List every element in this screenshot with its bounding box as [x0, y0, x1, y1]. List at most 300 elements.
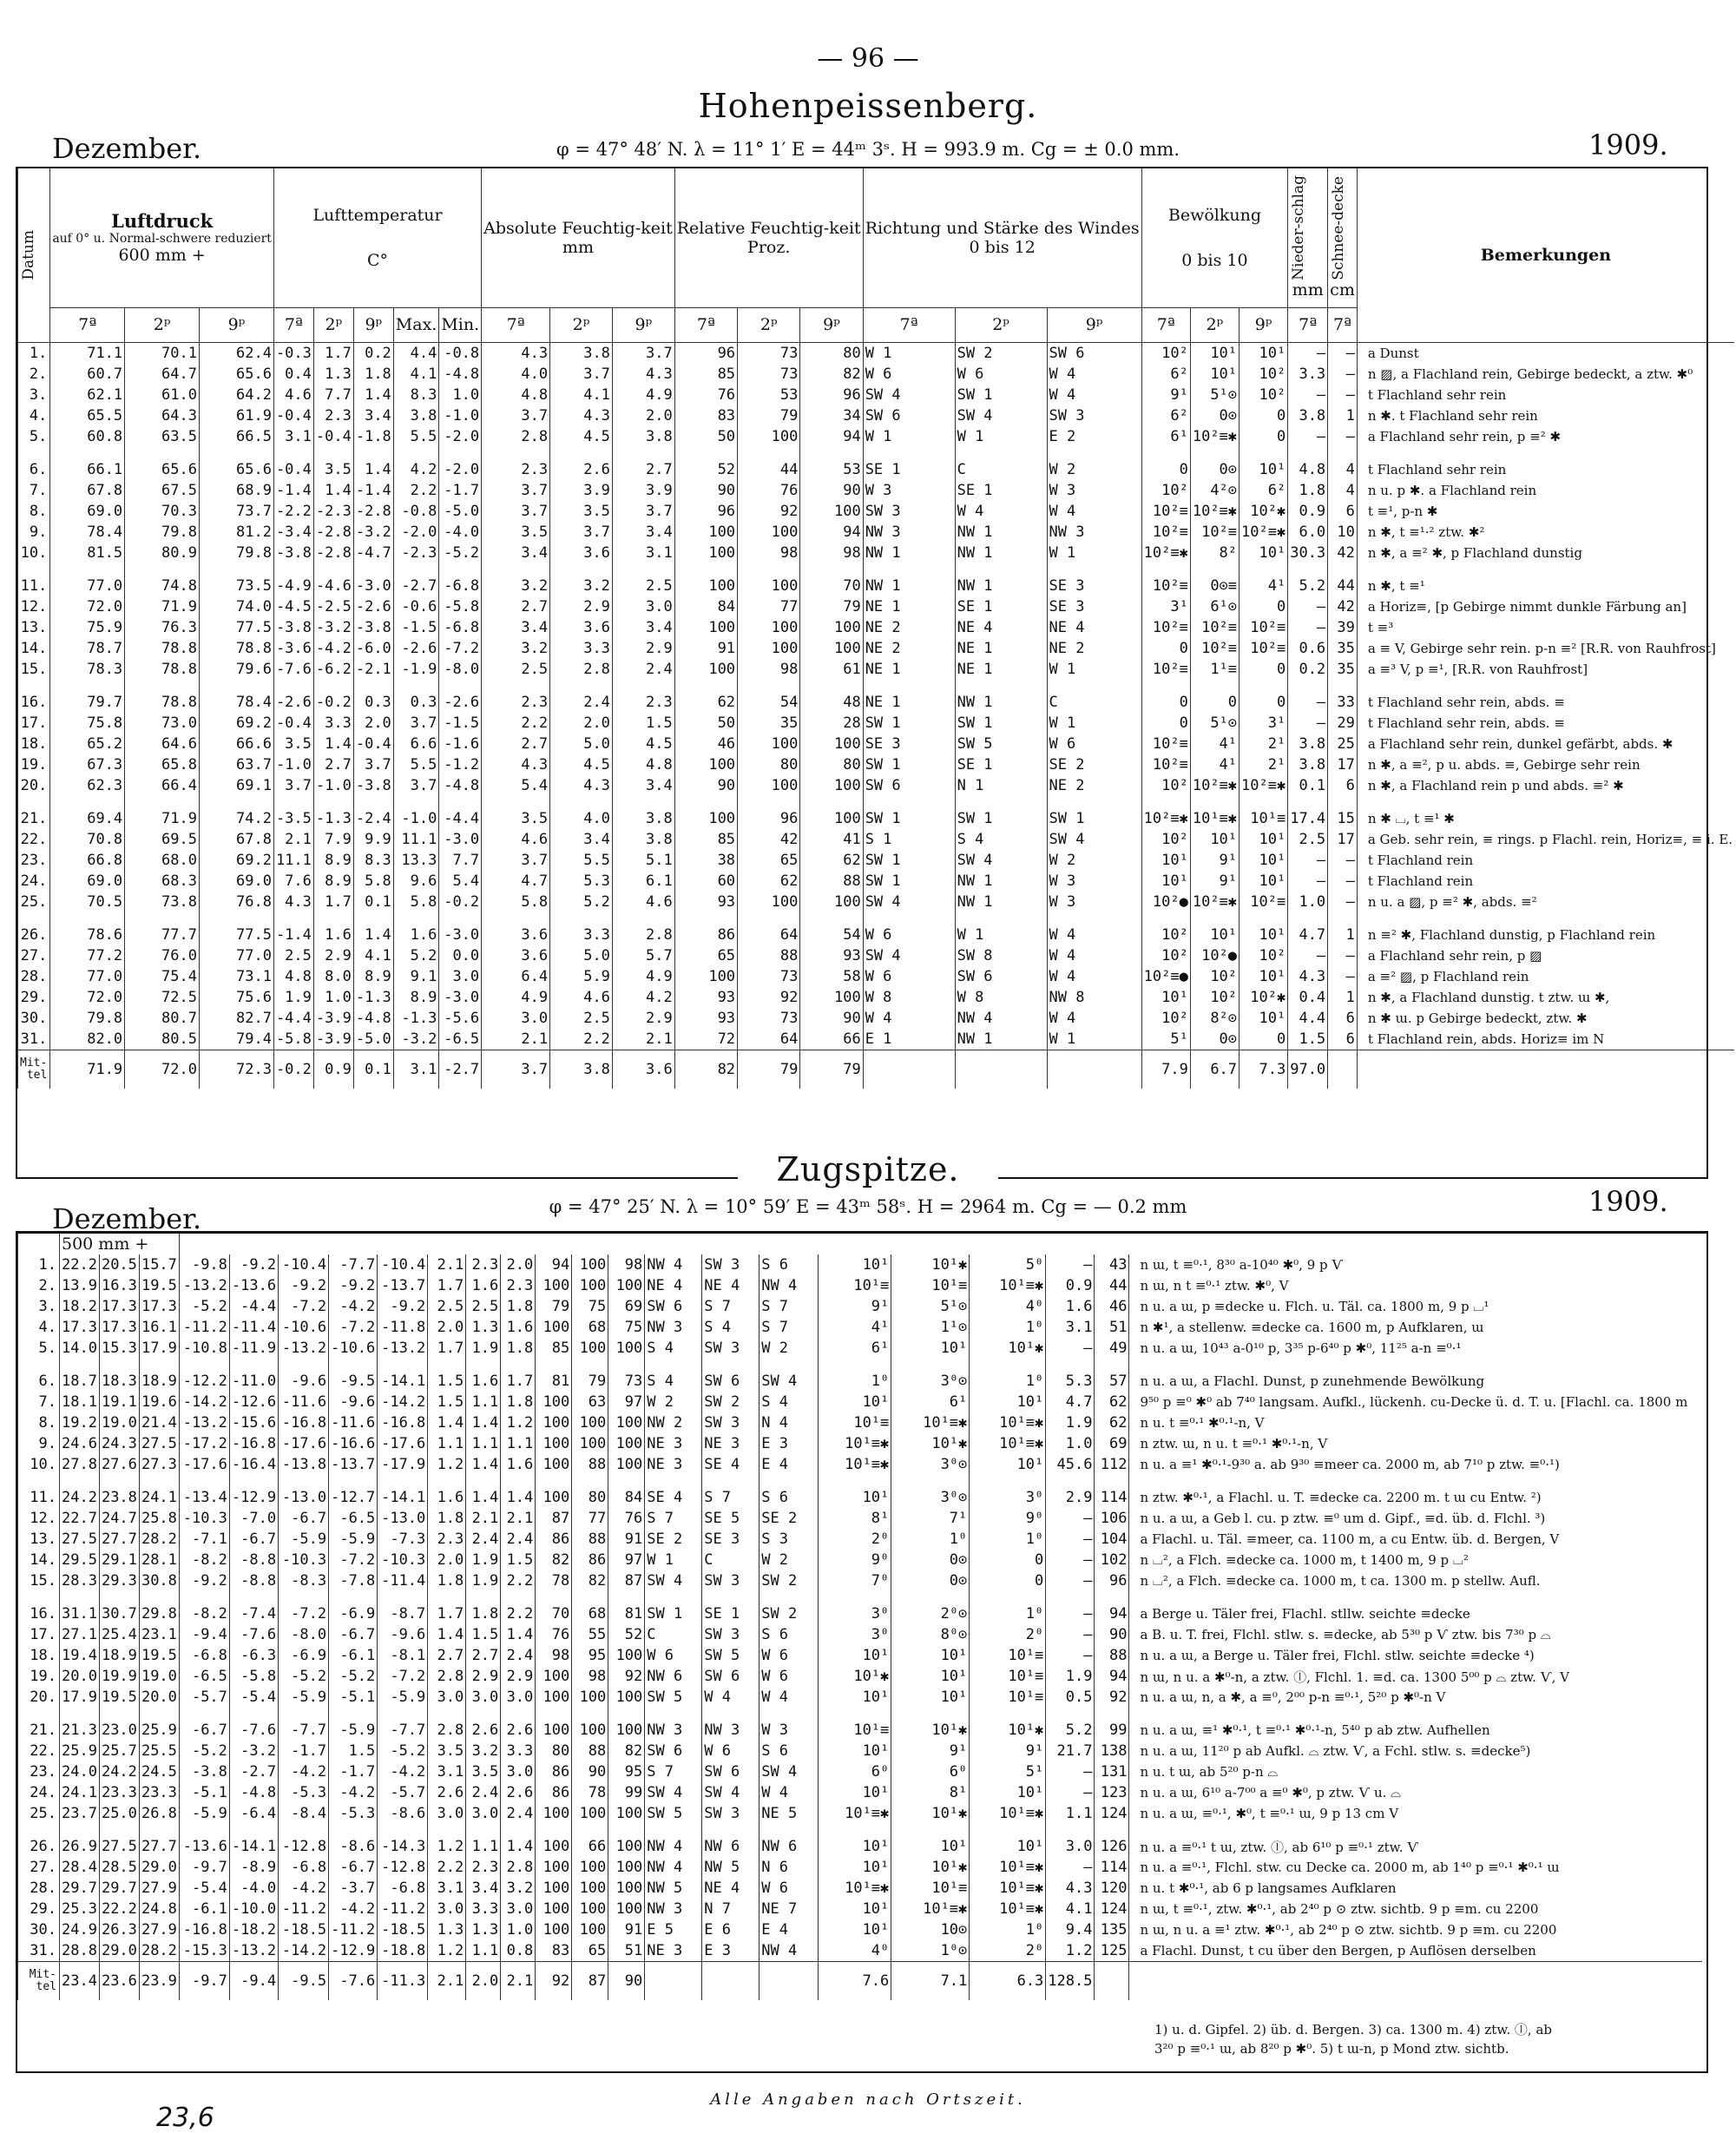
value-cell: 87 [572, 1962, 608, 2001]
value-cell: 6² [1240, 480, 1288, 501]
value-cell: 86 [536, 1782, 572, 1803]
table-row [18, 680, 1735, 713]
value-cell: 1.5 [428, 1359, 466, 1392]
value-cell: 98 [536, 1645, 572, 1666]
value-cell: 2.8 [612, 912, 674, 945]
value-cell: 25.9 [139, 1708, 179, 1741]
value-cell: 16.3 [99, 1275, 139, 1296]
value-cell: -15.6 [229, 1412, 278, 1433]
value-cell: 10¹ [1240, 543, 1288, 563]
day-cell: 19. [18, 1666, 60, 1687]
remark-cell: t Flachland rein, abds. Horiz≡ im N [1357, 1029, 1734, 1050]
value-cell: 4.3 [482, 342, 550, 364]
col-7a: 7ª [1141, 307, 1190, 342]
value-cell: 97 [608, 1392, 645, 1412]
value-cell: 21.4 [139, 1412, 179, 1433]
col-9p: 9ᵖ [800, 307, 863, 342]
value-cell: 27.9 [139, 1878, 179, 1899]
value-cell: 1.4 [313, 734, 353, 754]
remark-cell: n u. a ɯ, a Geb l. cu. p ztw. ≡⁰ um d. Gipf., ≡d. üb. d. Flchl. ³) [1129, 1508, 1702, 1529]
day-cell: Mit-tel [18, 1962, 60, 2001]
remark-cell: t Flachland sehr rein, abds. ≡ [1357, 713, 1734, 734]
value-cell: S 4 [645, 1359, 702, 1392]
value-cell: 18.1 [60, 1392, 100, 1412]
day-cell: 13. [18, 617, 50, 638]
value-cell: 4.7 [1046, 1392, 1095, 1412]
remark-cell: n ≡² ✱, Flachland dunstig, p Flachland rein [1357, 912, 1734, 945]
day-cell: 8. [18, 501, 50, 522]
value-cell: -3.0 [439, 987, 482, 1008]
value-cell: 65.6 [125, 447, 200, 480]
value-cell: SW 3 [702, 1412, 760, 1433]
value-cell: 10¹✱ [891, 1433, 970, 1454]
value-cell: 5.0 [550, 945, 613, 966]
value-cell: -17.2 [179, 1433, 229, 1454]
value-cell: W 4 [760, 1687, 819, 1708]
table-body-zugspitze [18, 1254, 1702, 2000]
table-row [18, 596, 1735, 617]
value-cell: 78.8 [125, 680, 200, 713]
value-cell: 10¹ [1240, 850, 1288, 871]
value-cell: 4.0 [550, 796, 613, 829]
value-cell: 100 [800, 987, 863, 1008]
value-cell: 79.7 [50, 680, 125, 713]
day-cell: 27. [18, 1857, 60, 1878]
value-cell: 1.3 [428, 1919, 466, 1940]
value-cell: 10¹ [1240, 871, 1288, 892]
value-cell: 88 [800, 871, 863, 892]
value-cell: 67.5 [125, 480, 200, 501]
value-cell: 1.9 [466, 1338, 501, 1359]
value-cell: 3.5 [428, 1741, 466, 1761]
day-cell: 2. [18, 1275, 60, 1296]
value-cell: -5.0 [353, 1029, 393, 1050]
value-cell: 10¹≡✱ [970, 1857, 1046, 1878]
value-cell: 65.8 [125, 754, 200, 775]
value-cell: SW 4 [863, 945, 955, 966]
footnote-line: 3²⁰ p ≡⁰·¹ ɯ, ab 8²⁰ p ✱⁰. 5) t ɯ-n, p Mond ztw. sichtb. [1154, 2041, 1509, 2057]
value-cell: 112 [1095, 1454, 1129, 1475]
value-cell: 124 [1095, 1803, 1129, 1824]
value-cell: — [1288, 426, 1328, 447]
value-cell: 83 [536, 1940, 572, 1962]
value-cell: 69.2 [200, 713, 274, 734]
value-cell: 10²≡✱ [1190, 775, 1239, 796]
value-cell: S 6 [760, 1624, 819, 1645]
value-cell: 85 [674, 364, 737, 385]
value-cell: 24.1 [60, 1782, 100, 1803]
value-cell: 19.5 [139, 1645, 179, 1666]
value-cell: 10²≡ [1141, 501, 1190, 522]
value-cell: 0 [1240, 426, 1288, 447]
value-cell: 80 [572, 1475, 608, 1508]
value-cell: 1.9 [273, 987, 313, 1008]
value-cell: 10¹ [1240, 966, 1288, 987]
table-row [18, 1761, 1702, 1782]
table-row [18, 1550, 1702, 1570]
value-cell: -0.8 [439, 342, 482, 364]
value-cell: 4⁰ [970, 1296, 1046, 1317]
value-cell: 4.5 [550, 426, 613, 447]
value-cell: 4.1 [550, 385, 613, 405]
value-cell: 70.1 [125, 342, 200, 364]
value-cell: -5.9 [329, 1708, 378, 1741]
table-row [18, 1624, 1702, 1645]
value-cell: -7.2 [378, 1666, 428, 1687]
value-cell: -1.7 [329, 1761, 378, 1782]
value-cell: 62 [1095, 1412, 1129, 1433]
day-cell: 25. [18, 892, 50, 912]
value-cell: 3.1 [273, 426, 313, 447]
value-cell: 99 [1095, 1708, 1129, 1741]
table-row [18, 385, 1735, 405]
value-cell: -4.6 [313, 563, 353, 596]
value-cell: 2.0 [428, 1550, 466, 1570]
table-row [18, 543, 1735, 563]
value-cell: N 4 [760, 1412, 819, 1433]
value-cell: 75 [608, 1317, 645, 1338]
value-cell: 10²≡ [1141, 617, 1190, 638]
value-cell: 24.2 [99, 1761, 139, 1782]
value-cell: 18.3 [99, 1359, 139, 1392]
table-row [18, 1899, 1702, 1919]
value-cell: 1.5 [466, 1624, 501, 1645]
day-cell: 9. [18, 1433, 60, 1454]
value-cell: 0.9 [1288, 501, 1328, 522]
value-cell: 10²✱ [1240, 501, 1288, 522]
day-cell: 13. [18, 1529, 60, 1550]
value-cell: 100 [674, 796, 737, 829]
remark-cell: t ≡¹, p-n ✱ [1357, 501, 1734, 522]
value-cell: 2.3 [313, 405, 353, 426]
value-cell: 10¹≡ [891, 1275, 970, 1296]
value-cell: -7.7 [378, 1708, 428, 1741]
value-cell: 3.7 [273, 775, 313, 796]
value-cell: SW 1 [863, 713, 955, 734]
table-row [18, 1454, 1702, 1475]
day-cell: 28. [18, 966, 50, 987]
day-cell: 1. [18, 342, 50, 364]
value-cell: 3.1 [393, 1050, 439, 1089]
value-cell: -1.3 [393, 1008, 439, 1029]
value-cell: 78.4 [200, 680, 274, 713]
value-cell: 6² [1141, 405, 1190, 426]
value-cell: 76 [536, 1624, 572, 1645]
value-cell: 0 [1240, 659, 1288, 680]
value-cell: NW 6 [645, 1666, 702, 1687]
value-cell: -0.2 [273, 1050, 313, 1089]
table-row [18, 1359, 1702, 1392]
col-2p: 2ᵖ [313, 307, 353, 342]
value-cell: 21.7 [1046, 1741, 1095, 1761]
value-cell: 8.9 [393, 987, 439, 1008]
value-cell: 86 [536, 1761, 572, 1782]
value-cell: 100 [738, 426, 800, 447]
value-cell: 1.3 [466, 1317, 501, 1338]
value-cell: -1.8 [353, 426, 393, 447]
value-cell: SW 4 [1047, 829, 1141, 850]
value-cell: -7.2 [279, 1296, 329, 1317]
value-cell: -3.8 [273, 617, 313, 638]
value-cell: 10¹≡✱ [970, 1803, 1046, 1824]
value-cell: 3.3 [313, 713, 353, 734]
value-cell: 1.5 [501, 1550, 536, 1570]
value-cell: 100 [536, 1919, 572, 1940]
value-cell: 72.0 [50, 987, 125, 1008]
value-cell: 64.3 [125, 405, 200, 426]
value-cell: 29.8 [139, 1591, 179, 1624]
value-cell: 49 [1095, 1338, 1129, 1359]
remark-cell: a Flachland sehr rein, p ≡² ✱ [1357, 426, 1734, 447]
value-cell: 60 [674, 871, 737, 892]
value-cell: -3.2 [313, 617, 353, 638]
value-cell: 76 [674, 385, 737, 405]
value-cell: 3.0 [428, 1803, 466, 1824]
value-cell: 2.9 [501, 1666, 536, 1687]
value-cell: 77.2 [50, 945, 125, 966]
value-cell: -8.0 [439, 659, 482, 680]
value-cell: 10²≡ [1141, 563, 1190, 596]
value-cell: 42 [738, 829, 800, 850]
value-cell: 100 [608, 1433, 645, 1454]
value-cell: 2¹ [1240, 734, 1288, 754]
value-cell: 78.4 [50, 522, 125, 543]
value-cell: 29 [1328, 713, 1358, 734]
value-cell: — [1328, 426, 1358, 447]
value-cell: 1.1 [501, 1433, 536, 1454]
value-cell: 6 [1328, 775, 1358, 796]
value-cell: 2.1 [612, 1029, 674, 1050]
value-cell: 76 [738, 480, 800, 501]
value-cell: -8.8 [229, 1550, 278, 1570]
value-cell: 2⁰ [819, 1529, 891, 1550]
value-cell: SW 6 [702, 1761, 760, 1782]
value-cell: 126 [1095, 1824, 1129, 1857]
value-cell: 9.6 [393, 871, 439, 892]
value-cell: 92 [1095, 1687, 1129, 1708]
value-cell: 2.4 [612, 659, 674, 680]
value-cell: 99 [608, 1782, 645, 1803]
value-cell: 100 [572, 1878, 608, 1899]
value-cell: 65 [572, 1940, 608, 1962]
value-cell: 97.0 [1288, 1050, 1328, 1089]
value-cell: -7.4 [229, 1591, 278, 1624]
datum-header-blank [18, 1234, 60, 1254]
value-cell: NE 4 [1047, 617, 1141, 638]
value-cell: 75.6 [200, 987, 274, 1008]
value-cell: 2.7 [428, 1645, 466, 1666]
value-cell: 2.8 [550, 659, 613, 680]
remark-cell: n ✱, a ≡² ✱, p Flachland dunstig [1357, 543, 1734, 563]
value-cell: 5.4 [439, 871, 482, 892]
value-cell: 10¹ [891, 1338, 970, 1359]
value-cell: 10¹ [970, 1454, 1046, 1475]
value-cell: -18.8 [378, 1940, 428, 1962]
value-cell: 2.4 [466, 1529, 501, 1550]
value-cell: 1.4 [428, 1624, 466, 1645]
value-cell: SW 4 [645, 1570, 702, 1591]
value-cell: 1 [1328, 912, 1358, 945]
value-cell: -9.2 [329, 1275, 378, 1296]
value-cell: 10¹ [819, 1254, 891, 1275]
value-cell: 0.5 [1046, 1687, 1095, 1708]
value-cell: 64.2 [200, 385, 274, 405]
value-cell: 3.0 [466, 1687, 501, 1708]
month-label-top: Dezember. [52, 132, 202, 165]
value-cell: 3.8 [612, 796, 674, 829]
value-cell: 2.3 [501, 1275, 536, 1296]
value-cell: 4⁰ [819, 1940, 891, 1962]
value-cell: 2.2 [501, 1570, 536, 1591]
value-cell: 23.3 [139, 1782, 179, 1803]
value-cell: 18.2 [60, 1296, 100, 1317]
day-cell: 27. [18, 945, 50, 966]
value-cell: 6⁰ [819, 1761, 891, 1782]
value-cell: 100 [608, 1645, 645, 1666]
value-cell: 2.2 [501, 1591, 536, 1624]
value-cell: -13.0 [279, 1475, 329, 1508]
value-cell: -9.4 [229, 1962, 278, 2001]
value-cell: -1.9 [393, 659, 439, 680]
value-cell: 51 [1095, 1317, 1129, 1338]
value-cell: 3.8 [1288, 734, 1328, 754]
value-cell: 2.6 [501, 1782, 536, 1803]
value-cell: 100 [608, 1803, 645, 1824]
value-cell: 3.5 [313, 447, 353, 480]
remark-cell: t Flachland rein [1357, 871, 1734, 892]
value-cell: 2.6 [428, 1782, 466, 1803]
value-cell: 10¹ [891, 1645, 970, 1666]
value-cell: -5.8 [439, 596, 482, 617]
value-cell: 57 [1095, 1359, 1129, 1392]
value-cell: — [1046, 1761, 1095, 1782]
value-cell: -8.4 [279, 1803, 329, 1824]
value-cell: 1¹≡ [1190, 659, 1239, 680]
value-cell: 29.7 [99, 1878, 139, 1899]
day-cell: 23. [18, 850, 50, 871]
table-row [18, 1433, 1702, 1454]
value-cell: S 7 [645, 1508, 702, 1529]
value-cell: 10¹✱ [891, 1857, 970, 1878]
value-cell: 123 [1095, 1782, 1129, 1803]
remark-cell [1357, 1050, 1734, 1089]
value-cell: -0.2 [439, 892, 482, 912]
value-cell: W 6 [863, 364, 955, 385]
value-cell: SW 1 [955, 796, 1047, 829]
value-cell: 70 [536, 1591, 572, 1624]
value-cell: -11.2 [378, 1899, 428, 1919]
value-cell: 10¹ [1240, 342, 1288, 364]
value-cell: 64.7 [125, 364, 200, 385]
value-cell: 53 [800, 447, 863, 480]
table-row [18, 1708, 1702, 1741]
value-cell: 1⁰ [970, 1317, 1046, 1338]
col-2p: 2ᵖ [1190, 307, 1239, 342]
value-cell: 7.3 [1240, 1050, 1288, 1089]
value-cell: -7.6 [229, 1708, 278, 1741]
value-cell: -6.8 [439, 563, 482, 596]
value-cell: 6¹ [891, 1392, 970, 1412]
value-cell: 2.7 [612, 447, 674, 480]
day-cell: 22. [18, 829, 50, 850]
col-9p: 9ᵖ [200, 307, 274, 342]
value-cell: -9.2 [279, 1275, 329, 1296]
value-cell: 10¹≡ [819, 1275, 891, 1296]
value-cell: 3.3 [1288, 364, 1328, 385]
value-cell: NW 1 [955, 680, 1047, 713]
value-cell: 1⁰ [891, 1529, 970, 1550]
value-cell: 72.0 [50, 596, 125, 617]
value-cell: NW 1 [955, 1029, 1047, 1050]
value-cell: 98 [738, 659, 800, 680]
value-cell: 51 [608, 1940, 645, 1962]
value-cell: 90 [800, 1008, 863, 1029]
value-cell: 76.8 [200, 892, 274, 912]
value-cell: -11.8 [378, 1317, 428, 1338]
value-cell: 3.4 [612, 775, 674, 796]
value-cell: -6.7 [229, 1529, 278, 1550]
value-cell: 81.5 [50, 543, 125, 563]
value-cell: -17.9 [378, 1454, 428, 1475]
value-cell: 82 [608, 1741, 645, 1761]
remark-cell: a Flachland sehr rein, p ▨ [1357, 945, 1734, 966]
value-cell: 4.5 [612, 734, 674, 754]
table-row [18, 1687, 1702, 1708]
value-cell: W 6 [863, 966, 955, 987]
value-cell: SE 2 [645, 1529, 702, 1550]
value-cell: 10¹≡✱ [819, 1803, 891, 1824]
value-cell: SW 6 [955, 966, 1047, 987]
value-cell: -5.2 [329, 1666, 378, 1687]
value-cell: NW 2 [645, 1412, 702, 1433]
value-cell: 5⁰ [970, 1254, 1046, 1275]
value-cell: 1.7 [428, 1275, 466, 1296]
value-cell: S 7 [645, 1761, 702, 1782]
value-cell: SW 5 [645, 1803, 702, 1824]
remark-cell: n ✱ ⌴, t ≡¹ ✱ [1357, 796, 1734, 829]
day-cell: 14. [18, 638, 50, 659]
value-cell: 13.9 [60, 1275, 100, 1296]
remark-cell: n ɯ, n t ≡⁰·¹ ztw. ✱⁰, V [1129, 1275, 1702, 1296]
value-cell: -11.2 [279, 1899, 329, 1919]
value-cell: 4.1 [393, 364, 439, 385]
station-title-hohenpeissenberg: Hohenpeissenberg. [698, 87, 1038, 125]
footnote-line: 1) u. d. Gipfel. 2) üb. d. Bergen. 3) ca. 1300 m. 4) ztw. ⓛ, ab [1154, 2022, 1553, 2038]
value-cell: 3.4 [612, 617, 674, 638]
value-cell: 18.7 [60, 1359, 100, 1392]
value-cell: -16.8 [279, 1412, 329, 1433]
value-cell: — [1046, 1857, 1095, 1878]
value-cell: 3.3 [550, 912, 613, 945]
value-cell: 3.6 [550, 543, 613, 563]
value-cell [1047, 1050, 1141, 1089]
value-cell: 79 [536, 1296, 572, 1317]
value-cell: 100 [536, 1824, 572, 1857]
value-cell: 3.0 [501, 1687, 536, 1708]
value-cell: 91 [608, 1919, 645, 1940]
value-cell: 4.5 [550, 754, 613, 775]
value-cell: 74.2 [200, 796, 274, 829]
value-cell: 23.8 [99, 1475, 139, 1508]
value-cell: -13.6 [229, 1275, 278, 1296]
value-cell: 69.5 [125, 829, 200, 850]
value-cell: S 4 [760, 1392, 819, 1412]
value-cell: 95 [572, 1645, 608, 1666]
col-7a: 7ª [482, 307, 550, 342]
table-row [18, 659, 1735, 680]
value-cell: 66 [572, 1824, 608, 1857]
value-cell: — [1328, 892, 1358, 912]
